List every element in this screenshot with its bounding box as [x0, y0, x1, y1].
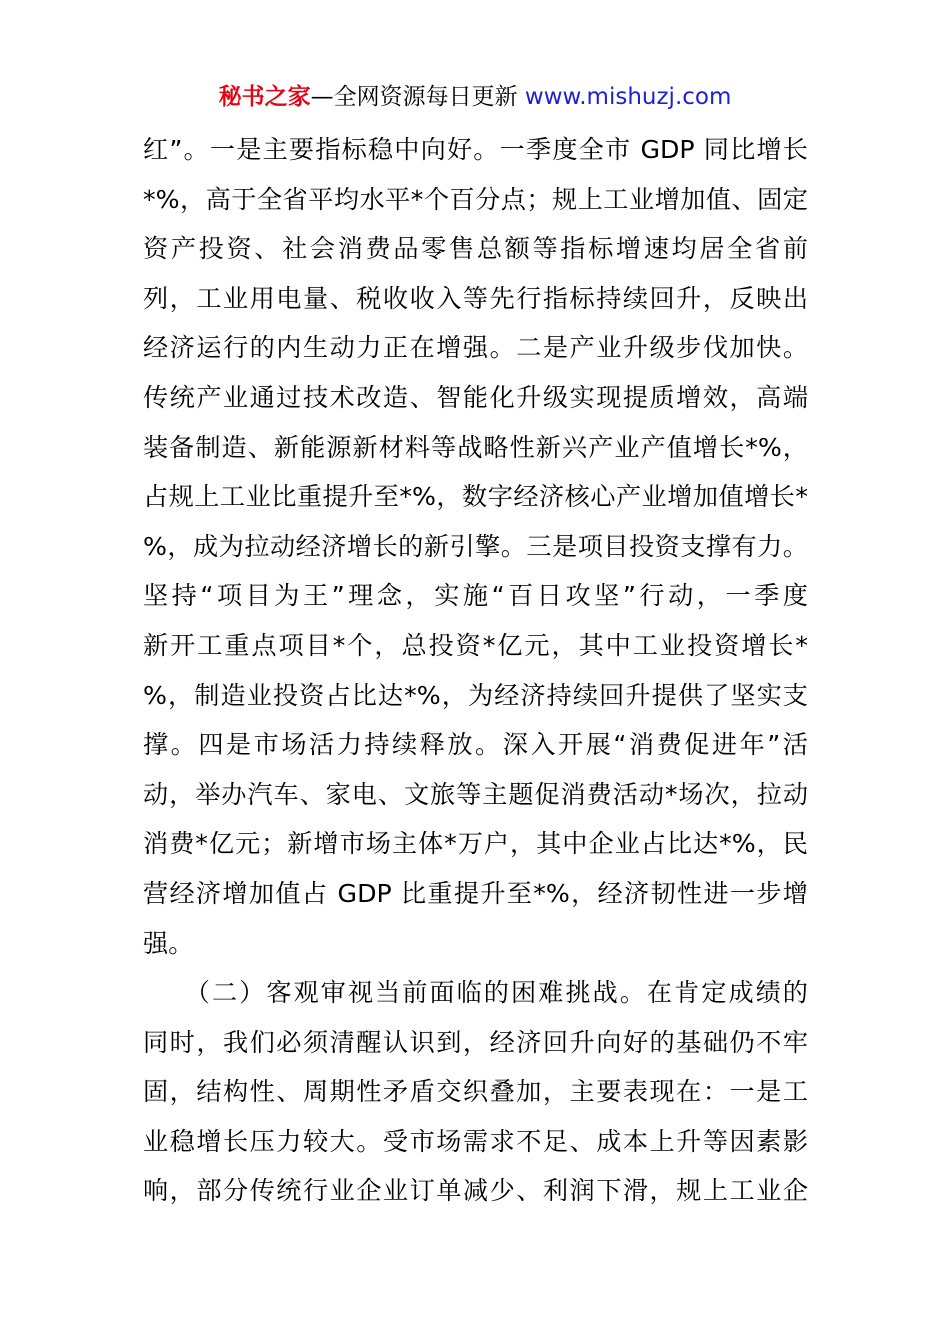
text-line: %，成为拉动经济增长的新引擎。三是项目投资支撑有力。	[143, 531, 808, 561]
site-url-link[interactable]: www.mishuzj.com	[524, 84, 732, 110]
text-line: 红”。一是主要指标稳中向好。一季度全市 GDP 同比增长	[143, 135, 808, 164]
text-line: *%，高于全省平均水平*个百分点；规上工业增加值、固定	[143, 184, 808, 214]
text-line: 传统产业通过技术改造、智能化升级实现提质增效，高端	[143, 382, 808, 412]
text-line: 撑。四是市场活力持续释放。深入开展“消费促进年”活	[143, 730, 808, 760]
text-line: 新开工重点项目*个，总投资*亿元，其中工业投资增长*	[143, 630, 808, 660]
text-line: 装备制造、新能源新材料等战略性新兴产业产值增长*%，	[143, 432, 808, 462]
text-line: 动，举办汽车、家电、文旅等主题促消费活动*场次，拉动	[143, 779, 808, 809]
site-header	[0, 80, 950, 114]
text-line: 列，工业用电量、税收收入等先行指标持续回升，反映出	[143, 283, 808, 313]
text-line: 同时，我们必须清醒认识到，经济回升向好的基础仍不牢	[143, 1027, 808, 1057]
text-line: 营经济增加值占 GDP 比重提升至*%，经济韧性进一步增	[143, 878, 808, 908]
section-heading-line: （二）客观审视当前面临的困难挑战。在肯定成绩的	[143, 978, 808, 1008]
text-line: 经济运行的内生动力正在增强。二是产业升级步伐加快。	[143, 333, 808, 363]
text-line: 资产投资、社会消费品零售总额等指标增速均居全省前	[143, 234, 808, 264]
brand-name: 秘书之家	[218, 84, 311, 110]
text-line: 坚持“项目为王”理念，实施“百日攻坚”行动，一季度	[143, 581, 808, 611]
text-line: 消费*亿元；新增市场主体*万户，其中企业占比达*%，民	[143, 829, 808, 859]
header-tagline: —全网资源每日更新	[310, 84, 525, 110]
text-line: 响，部分传统行业企业订单减少、利润下滑，规上工业企	[143, 1176, 808, 1206]
text-line: 占规上工业比重提升至*%，数字经济核心产业增加值增长*	[143, 482, 808, 512]
text-line: 业稳增长压力较大。受市场需求不足、成本上升等因素影	[143, 1126, 808, 1156]
text-line: %，制造业投资占比达*%，为经济持续回升提供了坚实支	[143, 680, 808, 710]
paragraph-end-line: 强。	[143, 928, 194, 958]
text-line: 固，结构性、周期性矛盾交织叠加，主要表现在：一是工	[143, 1077, 808, 1107]
document-body	[143, 125, 808, 1216]
